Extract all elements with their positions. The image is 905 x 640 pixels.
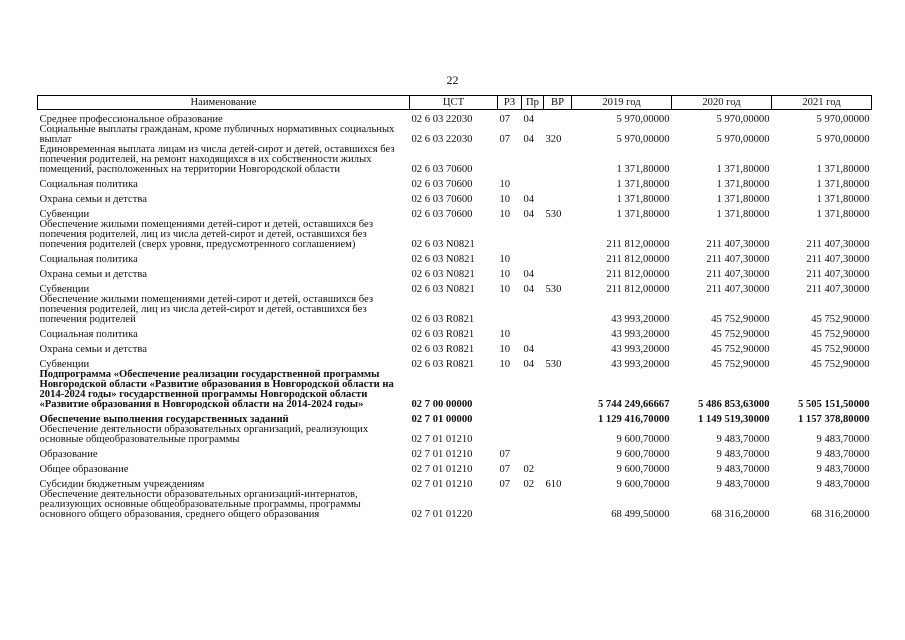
header-2020: 2020 год [672, 96, 772, 110]
cell-cst: 02 6 03 R0821 [411, 329, 475, 340]
cell-2020: 5 970,00000 [716, 134, 770, 145]
cell-2020: 1 149 519,30000 [697, 414, 770, 425]
cell-name: Социальная политика [39, 254, 138, 265]
cell-2021: 5 970,00000 [816, 134, 870, 145]
cell-name: Охрана семьи и детства [39, 344, 147, 355]
cell-2020: 5 486 853,63000 [697, 399, 770, 410]
cell-2019: 211 812,00000 [606, 254, 670, 265]
header-cst: ЦСТ [410, 96, 498, 110]
cell-vr [544, 265, 572, 280]
cell-pr [522, 425, 544, 445]
table-row [38, 370, 872, 410]
cell-2020: 1 371,80000 [716, 209, 770, 220]
cell-rz: 07 [499, 134, 511, 145]
cell-rz: 10 [499, 344, 511, 355]
cell-cst: 02 7 01 01210 [411, 464, 473, 475]
cell-vr: 530 [545, 209, 562, 220]
cell-pr: 04 [523, 209, 535, 220]
page-number: 22 [446, 73, 459, 87]
table-body [38, 110, 872, 521]
cell-2021: 45 752,90000 [811, 329, 870, 340]
cell-vr: 610 [545, 479, 562, 490]
cell-2020: 211 407,30000 [706, 284, 770, 295]
cell-2020: 9 483,70000 [716, 449, 770, 460]
table-row [38, 355, 872, 370]
table-row [38, 145, 872, 175]
cell-pr [522, 490, 544, 520]
cell-cst: 02 6 03 N0821 [411, 269, 475, 280]
cell-rz: 10 [499, 284, 511, 295]
cell-name: Образование [39, 449, 98, 460]
cell-2020: 9 483,70000 [716, 434, 770, 445]
cell-pr [522, 445, 544, 460]
table-row [38, 410, 872, 425]
cell-name: Обеспечение жилыми помещениями детей-сирот и детей, оставшихся без попечения родителей, лиц из числа детей-сирот и детей, оставшихся без попечения родителей [39, 294, 374, 325]
table-row [38, 460, 872, 475]
cell-2020: 45 752,90000 [711, 329, 770, 340]
cell-rz: 10 [499, 179, 511, 190]
cell-vr [544, 445, 572, 460]
cell-rz [498, 295, 522, 325]
table-row [38, 475, 872, 490]
cell-2019: 1 371,80000 [616, 209, 670, 220]
cell-vr [544, 145, 572, 175]
cell-2019: 43 993,20000 [611, 359, 670, 370]
cell-2021: 1 371,80000 [816, 194, 870, 205]
header-rz: РЗ [498, 96, 522, 110]
cell-2019: 9 600,70000 [616, 479, 670, 490]
cell-pr: 02 [523, 464, 535, 475]
cell-name: Общее образование [39, 464, 129, 475]
cell-rz: 07 [499, 479, 511, 490]
cell-2021: 45 752,90000 [811, 344, 870, 355]
table-row [38, 110, 872, 126]
cell-2020: 211 407,30000 [706, 269, 770, 280]
cell-rz [498, 370, 522, 410]
cell-2019: 1 371,80000 [616, 179, 670, 190]
cell-pr: 04 [523, 359, 535, 370]
cell-vr: 530 [545, 284, 562, 295]
cell-cst: 02 7 01 01210 [411, 479, 473, 490]
table-row [38, 125, 872, 145]
table-row [38, 280, 872, 295]
header-vr: ВР [544, 96, 572, 110]
cell-pr [522, 410, 544, 425]
cell-pr [522, 370, 544, 410]
cell-vr [544, 325, 572, 340]
cell-2021: 45 752,90000 [811, 359, 870, 370]
cell-name: Обеспечение выполнения государственных заданий [39, 414, 289, 425]
cell-rz: 10 [499, 194, 511, 205]
cell-2020: 68 316,20000 [711, 509, 770, 520]
cell-rz: 10 [499, 269, 511, 280]
header-pr: Пр [522, 96, 544, 110]
table-row [38, 295, 872, 325]
cell-cst: 02 6 03 R0821 [411, 314, 475, 325]
cell-2021: 9 483,70000 [816, 479, 870, 490]
cell-rz [498, 425, 522, 445]
cell-name: Субвенции [39, 209, 90, 220]
cell-rz: 10 [499, 359, 511, 370]
cell-vr: 530 [545, 359, 562, 370]
cell-vr [544, 190, 572, 205]
cell-2019: 43 993,20000 [611, 344, 670, 355]
table-row [38, 265, 872, 280]
cell-2021: 1 157 378,80000 [797, 414, 870, 425]
cell-rz [498, 145, 522, 175]
cell-rz: 07 [499, 449, 511, 460]
cell-name: Субсидии бюджетным учреждениям [39, 479, 205, 490]
cell-2020: 211 407,30000 [706, 239, 770, 250]
cell-2019: 5 970,00000 [616, 114, 670, 125]
cell-rz: 10 [499, 329, 511, 340]
cell-pr [522, 295, 544, 325]
cell-2019: 43 993,20000 [611, 314, 670, 325]
cell-cst: 02 6 03 22030 [411, 134, 473, 145]
cell-vr [544, 220, 572, 250]
cell-cst: 02 6 03 22030 [411, 114, 473, 125]
cell-name: Социальные выплаты гражданам, кроме публичных нормативных социальных выплат [39, 124, 395, 145]
cell-pr [522, 145, 544, 175]
cell-name: Единовременная выплата лицам из числа детей-сирот и детей, оставшихся без попечения родителей, на ремонт находящихся в их собственности жилых помещений, расположенных на территории Новгородской области [39, 144, 395, 175]
cell-2019: 9 600,70000 [616, 449, 670, 460]
cell-2020: 9 483,70000 [716, 479, 770, 490]
cell-pr: 04 [523, 114, 535, 125]
table-row [38, 325, 872, 340]
cell-vr [544, 425, 572, 445]
cell-cst: 02 7 01 00000 [411, 414, 473, 425]
cell-rz [498, 220, 522, 250]
cell-2021: 1 371,80000 [816, 179, 870, 190]
cell-cst: 02 6 03 70600 [411, 164, 473, 175]
cell-name: Обеспечение деятельности образовательных организаций-интернатов, реализующих основные общеобразовательные программы, программы основного общего образования, среднего общего образования [39, 489, 361, 520]
cell-2020: 45 752,90000 [711, 359, 770, 370]
cell-pr [522, 175, 544, 190]
header-2021: 2021 год [772, 96, 872, 110]
cell-2019: 5 744 249,66667 [597, 399, 670, 410]
table-row [38, 175, 872, 190]
cell-2019: 211 812,00000 [606, 284, 670, 295]
cell-vr [544, 110, 572, 126]
cell-vr [544, 490, 572, 520]
cell-2021: 5 970,00000 [816, 114, 870, 125]
cell-2020: 1 371,80000 [716, 164, 770, 175]
cell-2019: 68 499,50000 [611, 509, 670, 520]
cell-vr [544, 340, 572, 355]
cell-rz [498, 490, 522, 520]
cell-cst: 02 6 03 R0821 [411, 344, 475, 355]
cell-name: Охрана семьи и детства [39, 194, 147, 205]
cell-2020: 45 752,90000 [711, 314, 770, 325]
cell-pr: 04 [523, 194, 535, 205]
cell-cst: 02 7 01 01220 [411, 509, 473, 520]
cell-cst: 02 7 00 00000 [411, 399, 473, 410]
cell-vr [544, 460, 572, 475]
cell-vr: 320 [545, 134, 562, 145]
cell-pr [522, 220, 544, 250]
cell-name: Обеспечение деятельности образовательных организаций, реализующих основные общеобразовательные программы [39, 424, 369, 445]
table-row [38, 490, 872, 520]
cell-vr [544, 295, 572, 325]
cell-2021: 211 407,30000 [806, 239, 870, 250]
cell-pr [522, 250, 544, 265]
cell-2019: 1 371,80000 [616, 194, 670, 205]
cell-rz: 10 [499, 254, 511, 265]
table-header-row [38, 96, 872, 110]
budget-table [37, 95, 872, 520]
cell-cst: 02 6 03 70600 [411, 194, 473, 205]
cell-pr: 04 [523, 284, 535, 295]
cell-pr: 04 [523, 134, 535, 145]
cell-2019: 211 812,00000 [606, 239, 670, 250]
cell-name: Субвенции [39, 359, 90, 370]
cell-rz [498, 410, 522, 425]
table-row [38, 205, 872, 220]
cell-cst: 02 6 03 N0821 [411, 239, 475, 250]
cell-2020: 9 483,70000 [716, 464, 770, 475]
cell-2019: 211 812,00000 [606, 269, 670, 280]
cell-2019: 43 993,20000 [611, 329, 670, 340]
table-row [38, 340, 872, 355]
cell-2019: 1 129 416,70000 [597, 414, 670, 425]
cell-cst: 02 7 01 01210 [411, 434, 473, 445]
cell-name: Обеспечение жилыми помещениями детей-сирот и детей, оставшихся без попечения родителей, лиц из числа детей-сирот и детей, оставшихся без попечения родителей (сверх уровня, предусмотренного соглашением) [39, 219, 374, 250]
cell-rz: 07 [499, 464, 511, 475]
cell-pr: 04 [523, 269, 535, 280]
cell-name: Социальная политика [39, 329, 138, 340]
cell-2021: 211 407,30000 [806, 269, 870, 280]
cell-2021: 9 483,70000 [816, 434, 870, 445]
cell-vr [544, 370, 572, 410]
cell-cst: 02 6 03 70600 [411, 179, 473, 190]
cell-cst: 02 6 03 70600 [411, 209, 473, 220]
cell-2019: 1 371,80000 [616, 164, 670, 175]
cell-rz: 07 [499, 114, 511, 125]
cell-2020: 5 970,00000 [716, 114, 770, 125]
cell-2021: 9 483,70000 [816, 464, 870, 475]
header-name: Наименование [38, 96, 410, 110]
cell-cst: 02 7 01 01210 [411, 449, 473, 460]
cell-pr: 04 [523, 344, 535, 355]
cell-2020: 45 752,90000 [711, 344, 770, 355]
cell-name: Среднее профессиональное образование [39, 114, 223, 125]
cell-2019: 9 600,70000 [616, 464, 670, 475]
cell-vr [544, 250, 572, 265]
cell-2020: 1 371,80000 [716, 179, 770, 190]
cell-name: Охрана семьи и детства [39, 269, 147, 280]
cell-2021: 1 371,80000 [816, 164, 870, 175]
header-2019: 2019 год [572, 96, 672, 110]
cell-name: Подпрограмма «Обеспечение реализации государственной программы Новгородской области «Развитие образования в Новгородской области на 2014-2024 годы» государственной программы Новгородской области «Развитие образования в Новгородской области на 2014-2024 годы» [39, 369, 394, 410]
cell-2021: 68 316,20000 [811, 509, 870, 520]
cell-2021: 45 752,90000 [811, 314, 870, 325]
cell-cst: 02 6 03 R0821 [411, 359, 475, 370]
cell-cst: 02 6 03 N0821 [411, 284, 475, 295]
cell-2019: 9 600,70000 [616, 434, 670, 445]
cell-name: Социальная политика [39, 179, 138, 190]
cell-2019: 5 970,00000 [616, 134, 670, 145]
cell-pr [522, 325, 544, 340]
cell-cst: 02 6 03 N0821 [411, 254, 475, 265]
cell-2020: 211 407,30000 [706, 254, 770, 265]
cell-2021: 211 407,30000 [806, 254, 870, 265]
table-row [38, 250, 872, 265]
cell-2021: 5 505 151,50000 [797, 399, 870, 410]
cell-2021: 1 371,80000 [816, 209, 870, 220]
table-row [38, 190, 872, 205]
cell-2021: 211 407,30000 [806, 284, 870, 295]
table-row [38, 445, 872, 460]
cell-name: Субвенции [39, 284, 90, 295]
cell-2021: 9 483,70000 [816, 449, 870, 460]
cell-rz: 10 [499, 209, 511, 220]
cell-2020: 1 371,80000 [716, 194, 770, 205]
cell-pr: 02 [523, 479, 535, 490]
table-row [38, 425, 872, 445]
cell-vr [544, 410, 572, 425]
table-row [38, 220, 872, 250]
cell-vr [544, 175, 572, 190]
